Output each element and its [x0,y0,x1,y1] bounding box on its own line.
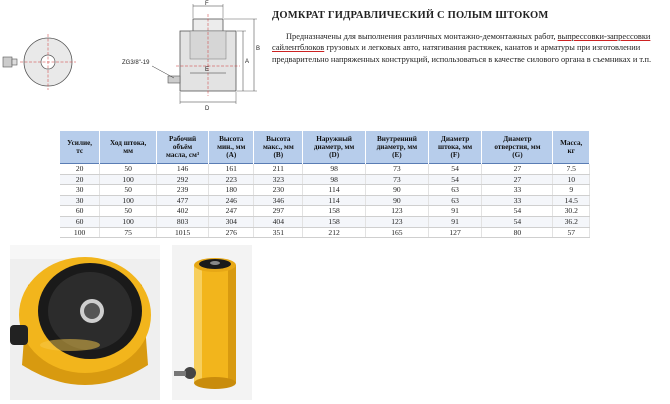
table-cell: 30 [60,195,100,206]
table-cell: 323 [254,174,303,185]
table-row [60,195,590,206]
description-text-1: Предназначены для выполнения различных монтажно-демонтажных работ, [286,32,558,41]
column-header-dimension: (A) [226,151,237,159]
table-cell: 80 [482,227,553,238]
table-cell: 60 [60,206,100,217]
table-cell: 292 [157,174,209,185]
table-cell: 36.2 [553,216,590,227]
table-cell: 1015 [157,227,209,238]
column-header-dimension: (G) [512,151,523,159]
table-cell: 54 [428,174,482,185]
table-cell: 239 [157,185,209,196]
table-cell: 98 [303,174,366,185]
column-header [482,131,553,164]
table-cell: 63 [428,185,482,196]
table-cell: 230 [254,185,303,196]
description-text-3: грузовых и легковых авто, натягивания растяжек, канатов и арматуры при изготовлении предварительно напряженных конструкций, использоваться в качестве силового органа в съемниках и т.п. [272,43,652,64]
table-cell: 30 [60,185,100,196]
column-header [303,131,366,164]
table-cell: 246 [209,195,254,206]
table-cell: 54 [482,206,553,217]
port-thread-label: ZG3/8"-19 [122,60,150,66]
photo-jack-side-view [172,245,252,400]
column-header-text: мм [123,147,133,155]
table-cell: 402 [157,206,209,217]
table-cell: 304 [209,216,254,227]
table-cell: 75 [100,227,157,238]
column-header [100,131,157,164]
table-cell: 180 [209,185,254,196]
page-title: ДОМКРАТ ГИДРАВЛИЧЕСКИЙ С ПОЛЫМ ШТОКОМ [272,10,549,21]
table-cell: 477 [157,195,209,206]
table-row [60,206,590,217]
column-header-text: отверстия, мм [494,143,541,151]
column-header [428,131,482,164]
dimension-a-label: A [245,59,250,65]
table-cell: 100 [60,227,100,238]
table-cell: 212 [303,227,366,238]
column-header-text: штока, мм [438,143,473,151]
table-cell: 27 [482,174,553,185]
table-cell: 73 [366,164,429,175]
table-cell: 165 [366,227,429,238]
column-header [60,131,100,164]
column-header-text: Внутренний [376,135,417,143]
table-cell: 9 [553,185,590,196]
table-cell: 123 [366,216,429,227]
table-cell: 20 [60,164,100,175]
column-header-text: Диаметр [440,135,470,143]
column-header [254,131,303,164]
table-cell: 98 [303,164,366,175]
table-cell: 54 [428,164,482,175]
column-header-text: Масса, [560,139,583,147]
table-cell: 351 [254,227,303,238]
table-cell: 57 [553,227,590,238]
table-cell: 100 [100,195,157,206]
column-header [553,131,590,164]
table-cell: 346 [254,195,303,206]
table-body [60,164,590,238]
table-cell: 33 [482,195,553,206]
photo-jack-top-view [10,245,160,400]
table-cell: 91 [428,216,482,227]
column-header-text: Высота [219,135,244,143]
table-row [60,174,590,185]
technical-drawings [0,0,262,122]
column-header-text: мин., мм [217,143,246,151]
column-header-dimension: (E) [392,151,402,159]
column-header-text: Наружный [316,135,352,143]
description-term-silentblocks: сайлентблоков [272,43,325,53]
description-term-pressing: выпрессовки-запрессовки [557,32,651,41]
table-cell: 7.5 [553,164,590,175]
table-cell: 91 [428,206,482,217]
table-cell: 20 [60,174,100,185]
table-cell: 60 [60,216,100,227]
table-cell: 158 [303,206,366,217]
table-row [60,227,590,238]
column-header [157,131,209,164]
table-cell: 30.2 [553,206,590,217]
table-cell: 146 [157,164,209,175]
column-header-text: Рабочий [168,135,197,143]
table-cell: 50 [100,164,157,175]
product-description [272,31,664,65]
table-cell: 161 [209,164,254,175]
column-header [366,131,429,164]
column-header-text: Диаметр [503,135,532,143]
column-header-text: объём [172,143,193,151]
table-cell: 223 [209,174,254,185]
table-cell: 33 [482,185,553,196]
column-header-text: кг [567,147,575,155]
table-cell: 247 [209,206,254,217]
table-cell: 100 [100,216,157,227]
column-header-text: Высота [266,135,291,143]
column-header-dimension: (D) [329,151,340,159]
dimension-f-label: F [205,1,209,7]
table-cell: 73 [366,174,429,185]
column-header-text: масла, см³ [166,151,200,159]
table-row [60,164,590,175]
column-header-dimension: (F) [450,151,460,159]
table-cell: 100 [100,174,157,185]
column-header-text: макс., мм [262,143,294,151]
table-cell: 27 [482,164,553,175]
table-cell: 404 [254,216,303,227]
side-view-drawing [152,4,257,104]
top-view-drawing [3,34,76,90]
column-header-text: Ход штока, [109,139,147,147]
table-cell: 90 [366,195,429,206]
table-cell: 63 [428,195,482,206]
table-cell: 54 [482,216,553,227]
dimension-e-label: E [205,67,210,73]
dimension-d-label: D [205,106,210,112]
table-cell: 127 [428,227,482,238]
table-cell: 123 [366,206,429,217]
table-header-row [60,131,590,164]
table-cell: 803 [157,216,209,227]
column-header-text: диаметр, мм [313,143,355,151]
table-cell: 158 [303,216,366,227]
table-cell: 50 [100,185,157,196]
table-cell: 276 [209,227,254,238]
table-cell: 10 [553,174,590,185]
table-cell: 14.5 [553,195,590,206]
column-header-dimension: (B) [273,151,284,159]
table-cell: 297 [254,206,303,217]
column-header-text: тс [76,147,84,155]
table-cell: 114 [303,195,366,206]
dimension-b-label: B [256,46,261,52]
table-row [60,216,590,227]
column-header [209,131,254,164]
specifications-table [60,131,590,238]
table-cell: 114 [303,185,366,196]
table-row [60,185,590,196]
table-cell: 90 [366,185,429,196]
table-cell: 50 [100,206,157,217]
table-cell: 211 [254,164,303,175]
column-header-text: диаметр, мм [376,143,418,151]
column-header-text: Усилие, [67,139,93,147]
